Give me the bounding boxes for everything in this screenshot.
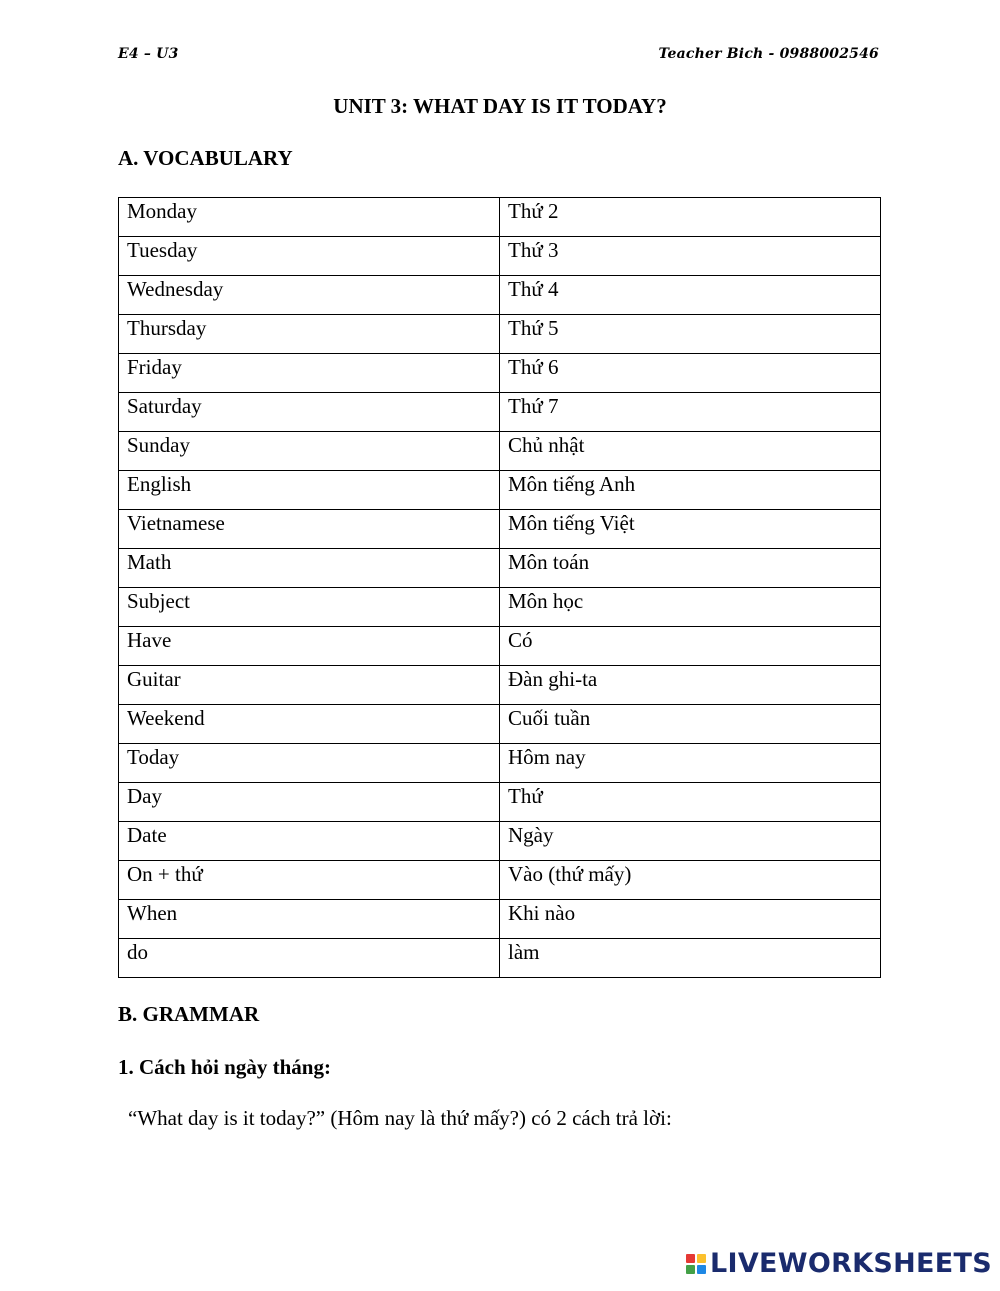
table-row bbox=[119, 432, 881, 471]
vocab-english: When bbox=[119, 900, 500, 939]
section-grammar-heading: B. GRAMMAR bbox=[118, 1002, 260, 1026]
logo-square-red bbox=[686, 1254, 695, 1263]
table-row bbox=[119, 354, 881, 393]
vocab-vietnamese: Cuối tuần bbox=[500, 705, 881, 744]
table-row bbox=[119, 900, 881, 939]
vocab-english: Weekend bbox=[119, 705, 500, 744]
vocab-vietnamese: làm bbox=[500, 939, 881, 978]
vocab-english: Guitar bbox=[119, 666, 500, 705]
vocab-english: Have bbox=[119, 627, 500, 666]
table-row bbox=[119, 198, 881, 237]
vocab-vietnamese: Thứ 5 bbox=[500, 315, 881, 354]
section-vocabulary-heading: A. VOCABULARY bbox=[118, 146, 293, 170]
vocab-english: do bbox=[119, 939, 500, 978]
vocabulary-table bbox=[118, 197, 881, 978]
page-title: UNIT 3: WHAT DAY IS IT TODAY? bbox=[333, 94, 667, 118]
table-row bbox=[119, 588, 881, 627]
table-row bbox=[119, 861, 881, 900]
vocab-english: Saturday bbox=[119, 393, 500, 432]
brand-text: LIVEWORKSHEETS bbox=[709, 1248, 992, 1279]
vocab-english: Friday bbox=[119, 354, 500, 393]
vocab-english: Today bbox=[119, 744, 500, 783]
vocab-vietnamese: Thứ 6 bbox=[500, 354, 881, 393]
table-row bbox=[119, 627, 881, 666]
table-row bbox=[119, 393, 881, 432]
vocab-english: Subject bbox=[119, 588, 500, 627]
vocab-vietnamese: Môn toán bbox=[500, 549, 881, 588]
header-right: Teacher Bich - 0988002546 bbox=[658, 46, 879, 62]
vocab-english: Math bbox=[119, 549, 500, 588]
table-row bbox=[119, 471, 881, 510]
vocab-vietnamese: Thứ 3 bbox=[500, 237, 881, 276]
table-row bbox=[119, 783, 881, 822]
vocab-vietnamese: Môn tiếng Anh bbox=[500, 471, 881, 510]
table-row bbox=[119, 744, 881, 783]
vocab-english: On + thứ bbox=[119, 861, 500, 900]
header-left: E4 – U3 bbox=[118, 46, 179, 62]
vocab-english: Thursday bbox=[119, 315, 500, 354]
table-row bbox=[119, 822, 881, 861]
liveworksheets-logo-icon bbox=[686, 1254, 706, 1274]
vocab-english: Monday bbox=[119, 198, 500, 237]
vocab-vietnamese: Có bbox=[500, 627, 881, 666]
vocab-english: Tuesday bbox=[119, 237, 500, 276]
vocab-english: Date bbox=[119, 822, 500, 861]
liveworksheets-brand[interactable] bbox=[686, 1248, 992, 1279]
vocab-vietnamese: Khi nào bbox=[500, 900, 881, 939]
table-row bbox=[119, 315, 881, 354]
logo-square-yellow bbox=[697, 1254, 706, 1263]
vocab-vietnamese: Chủ nhật bbox=[500, 432, 881, 471]
vocab-english: Day bbox=[119, 783, 500, 822]
logo-square-blue bbox=[697, 1265, 706, 1274]
vocab-english: English bbox=[119, 471, 500, 510]
table-row bbox=[119, 666, 881, 705]
vocab-english: Sunday bbox=[119, 432, 500, 471]
vocab-vietnamese: Thứ 4 bbox=[500, 276, 881, 315]
vocab-vietnamese: Ngày bbox=[500, 822, 881, 861]
logo-square-green bbox=[686, 1265, 695, 1274]
table-row bbox=[119, 939, 881, 978]
vocab-vietnamese: Thứ 2 bbox=[500, 198, 881, 237]
vocab-english: Wednesday bbox=[119, 276, 500, 315]
table-row bbox=[119, 549, 881, 588]
grammar-subheading: 1. Cách hỏi ngày tháng: bbox=[118, 1055, 331, 1079]
table-row bbox=[119, 276, 881, 315]
table-row bbox=[119, 705, 881, 744]
vocab-vietnamese: Thứ 7 bbox=[500, 393, 881, 432]
vocab-vietnamese: Hôm nay bbox=[500, 744, 881, 783]
vocab-vietnamese: Đàn ghi-ta bbox=[500, 666, 881, 705]
grammar-question-line: “What day is it today?” (Hôm nay là thứ mấy?) có 2 cách trả lời: bbox=[128, 1106, 672, 1130]
vocab-vietnamese: Thứ bbox=[500, 783, 881, 822]
vocab-english: Vietnamese bbox=[119, 510, 500, 549]
table-row bbox=[119, 510, 881, 549]
vocab-vietnamese: Môn học bbox=[500, 588, 881, 627]
vocab-vietnamese: Môn tiếng Việt bbox=[500, 510, 881, 549]
vocab-vietnamese: Vào (thứ mấy) bbox=[500, 861, 881, 900]
table-row bbox=[119, 237, 881, 276]
